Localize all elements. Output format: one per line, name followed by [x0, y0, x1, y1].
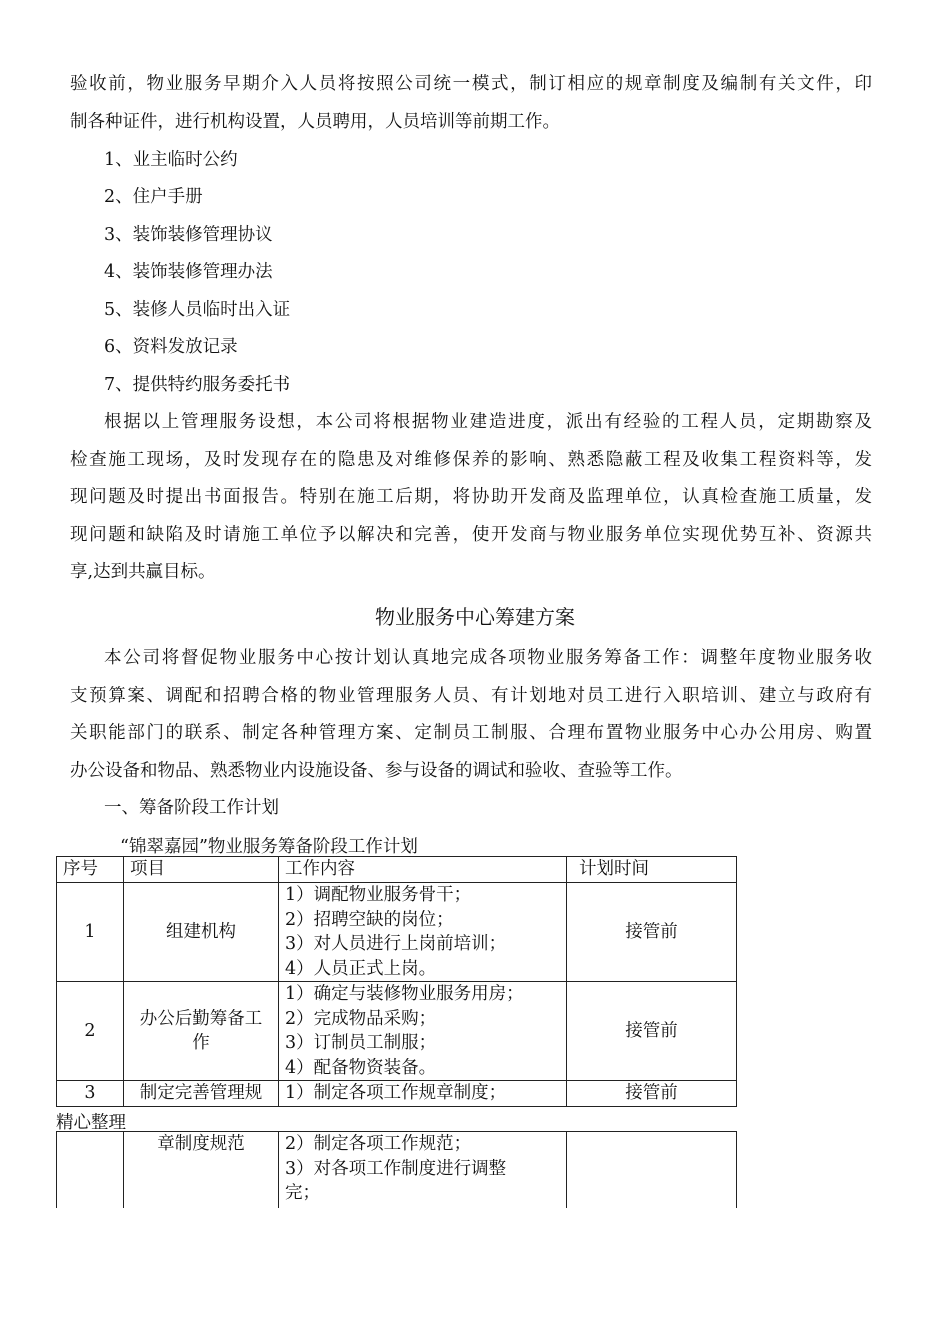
document-item: 5、装修人员临时出入证: [104, 300, 291, 320]
row-content: [279, 982, 567, 1081]
paragraph-2-line: 检查施工现场，及时发现存在的隐患及对维修保养的影响、熟悉隐蔽工程及收集工程资料等，发: [70, 450, 872, 470]
content-line: 3）对各项工作制度进行调整完；: [285, 1158, 507, 1203]
table-row: [57, 982, 737, 1081]
row-item: 组建机构: [124, 883, 279, 982]
intro-line-2: 制各种证件，进行机构设置，人员聘用，人员培训等前期工作。: [70, 112, 560, 132]
intro-line-1: 验收前，物业服务早期介入人员将按照公司统一模式，制订相应的规章制度及编制有关文件，印: [70, 74, 872, 94]
row-item: [124, 982, 279, 1081]
row-time: 接管前: [567, 1081, 737, 1107]
table-row: [57, 1081, 737, 1107]
row-time: [567, 1132, 737, 1209]
row-number: [57, 1132, 124, 1209]
header-cell: 项目: [124, 857, 279, 883]
content-line: 2）招聘空缺的岗位；: [285, 909, 454, 930]
content-line: 1）调配物业服务骨干；: [285, 885, 472, 905]
paragraph-3-line: 本公司将督促物业服务中心按计划认真地完成各项物业服务筹备工作：调整年度物业服务收: [104, 648, 872, 668]
content-line: 4）配备物资装备。: [285, 1057, 437, 1078]
document-item: 1、业主临时公约: [104, 150, 238, 170]
content-line: 3）订制员工制服；: [285, 1033, 437, 1053]
paragraph-2-line: 现问题和缺陷及时请施工单位予以解决和完善，使开发商与物业服务单位实现优势互补、资源共: [70, 525, 872, 545]
content-line: 2）制定各项工作规范；: [285, 1134, 472, 1154]
subsection-heading: 一、筹备阶段工作计划: [104, 798, 279, 818]
content-line: 1）确定与装修物业服务用房；: [285, 984, 524, 1004]
work-plan-table: [56, 856, 737, 1107]
row-number: 1: [57, 883, 124, 982]
table-continuation: [0, 1131, 950, 1208]
content-line: 3）对人员进行上岗前培训；: [285, 934, 507, 954]
row-item: 制定完善管理规: [124, 1081, 279, 1107]
row-item-text: 办公后勤筹备工作: [139, 1008, 263, 1053]
page-note: 精心整理: [56, 1113, 126, 1133]
row-time: 接管前: [567, 883, 737, 982]
document-item: 2、住户手册: [104, 187, 203, 207]
paragraph-3-line: 办公设备和物品、熟悉物业内设施设备、参与设备的调试和验收、查验等工作。: [70, 761, 683, 781]
document-item: 6、资料发放记录: [104, 337, 238, 357]
row-time: 接管前: [567, 982, 737, 1081]
content-line: 2）完成物品采购；: [285, 1008, 437, 1029]
document-item: 3、装饰装修管理协议: [104, 225, 273, 245]
row-content: [279, 883, 567, 982]
table-row: [57, 1132, 737, 1209]
row-number: 3: [57, 1081, 124, 1107]
paragraph-3-line: 支预算案、调配和招聘合格的物业管理服务人员、有计划地对员工进行入职培训、建立与政府有: [70, 686, 872, 706]
row-item: 章制度规范: [124, 1132, 279, 1209]
header-cell: 计划时间: [567, 857, 737, 883]
work-plan-table-continued: [56, 1131, 737, 1208]
content-line: 1）制定各项工作规章制度；: [285, 1083, 507, 1103]
content-line: 4）人员正式上岗。: [285, 958, 437, 979]
document-item: 7、提供特约服务委托书: [104, 375, 291, 395]
paragraph-3-line: 关职能部门的联系、制定各种管理方案、定制员工制服、合理布置物业服务中心办公用房、购置: [70, 723, 872, 743]
paragraph-2-line: 现问题及时提出书面报告。特别在施工后期，将协助开发商及监理单位，认真检查施工质量，发: [70, 487, 872, 507]
document-item: 4、装饰装修管理办法: [104, 262, 273, 282]
header-cell: 序号: [57, 857, 124, 883]
table-row: [57, 883, 737, 982]
header-cell: 工作内容: [279, 857, 567, 883]
section-title: 物业服务中心筹建方案: [375, 605, 575, 629]
table-header-row: [57, 857, 737, 883]
row-content: [279, 1132, 567, 1209]
paragraph-2-line: 根据以上管理服务设想，本公司将根据物业建造进度，派出有经验的工程人员，定期勘察及: [104, 412, 872, 432]
row-number: 2: [57, 982, 124, 1081]
paragraph-2-line: 享,达到共赢目标。: [70, 562, 216, 582]
table-caption: “锦翠嘉园”物业服务筹备阶段工作计划: [120, 837, 418, 857]
row-content: [279, 1081, 567, 1107]
